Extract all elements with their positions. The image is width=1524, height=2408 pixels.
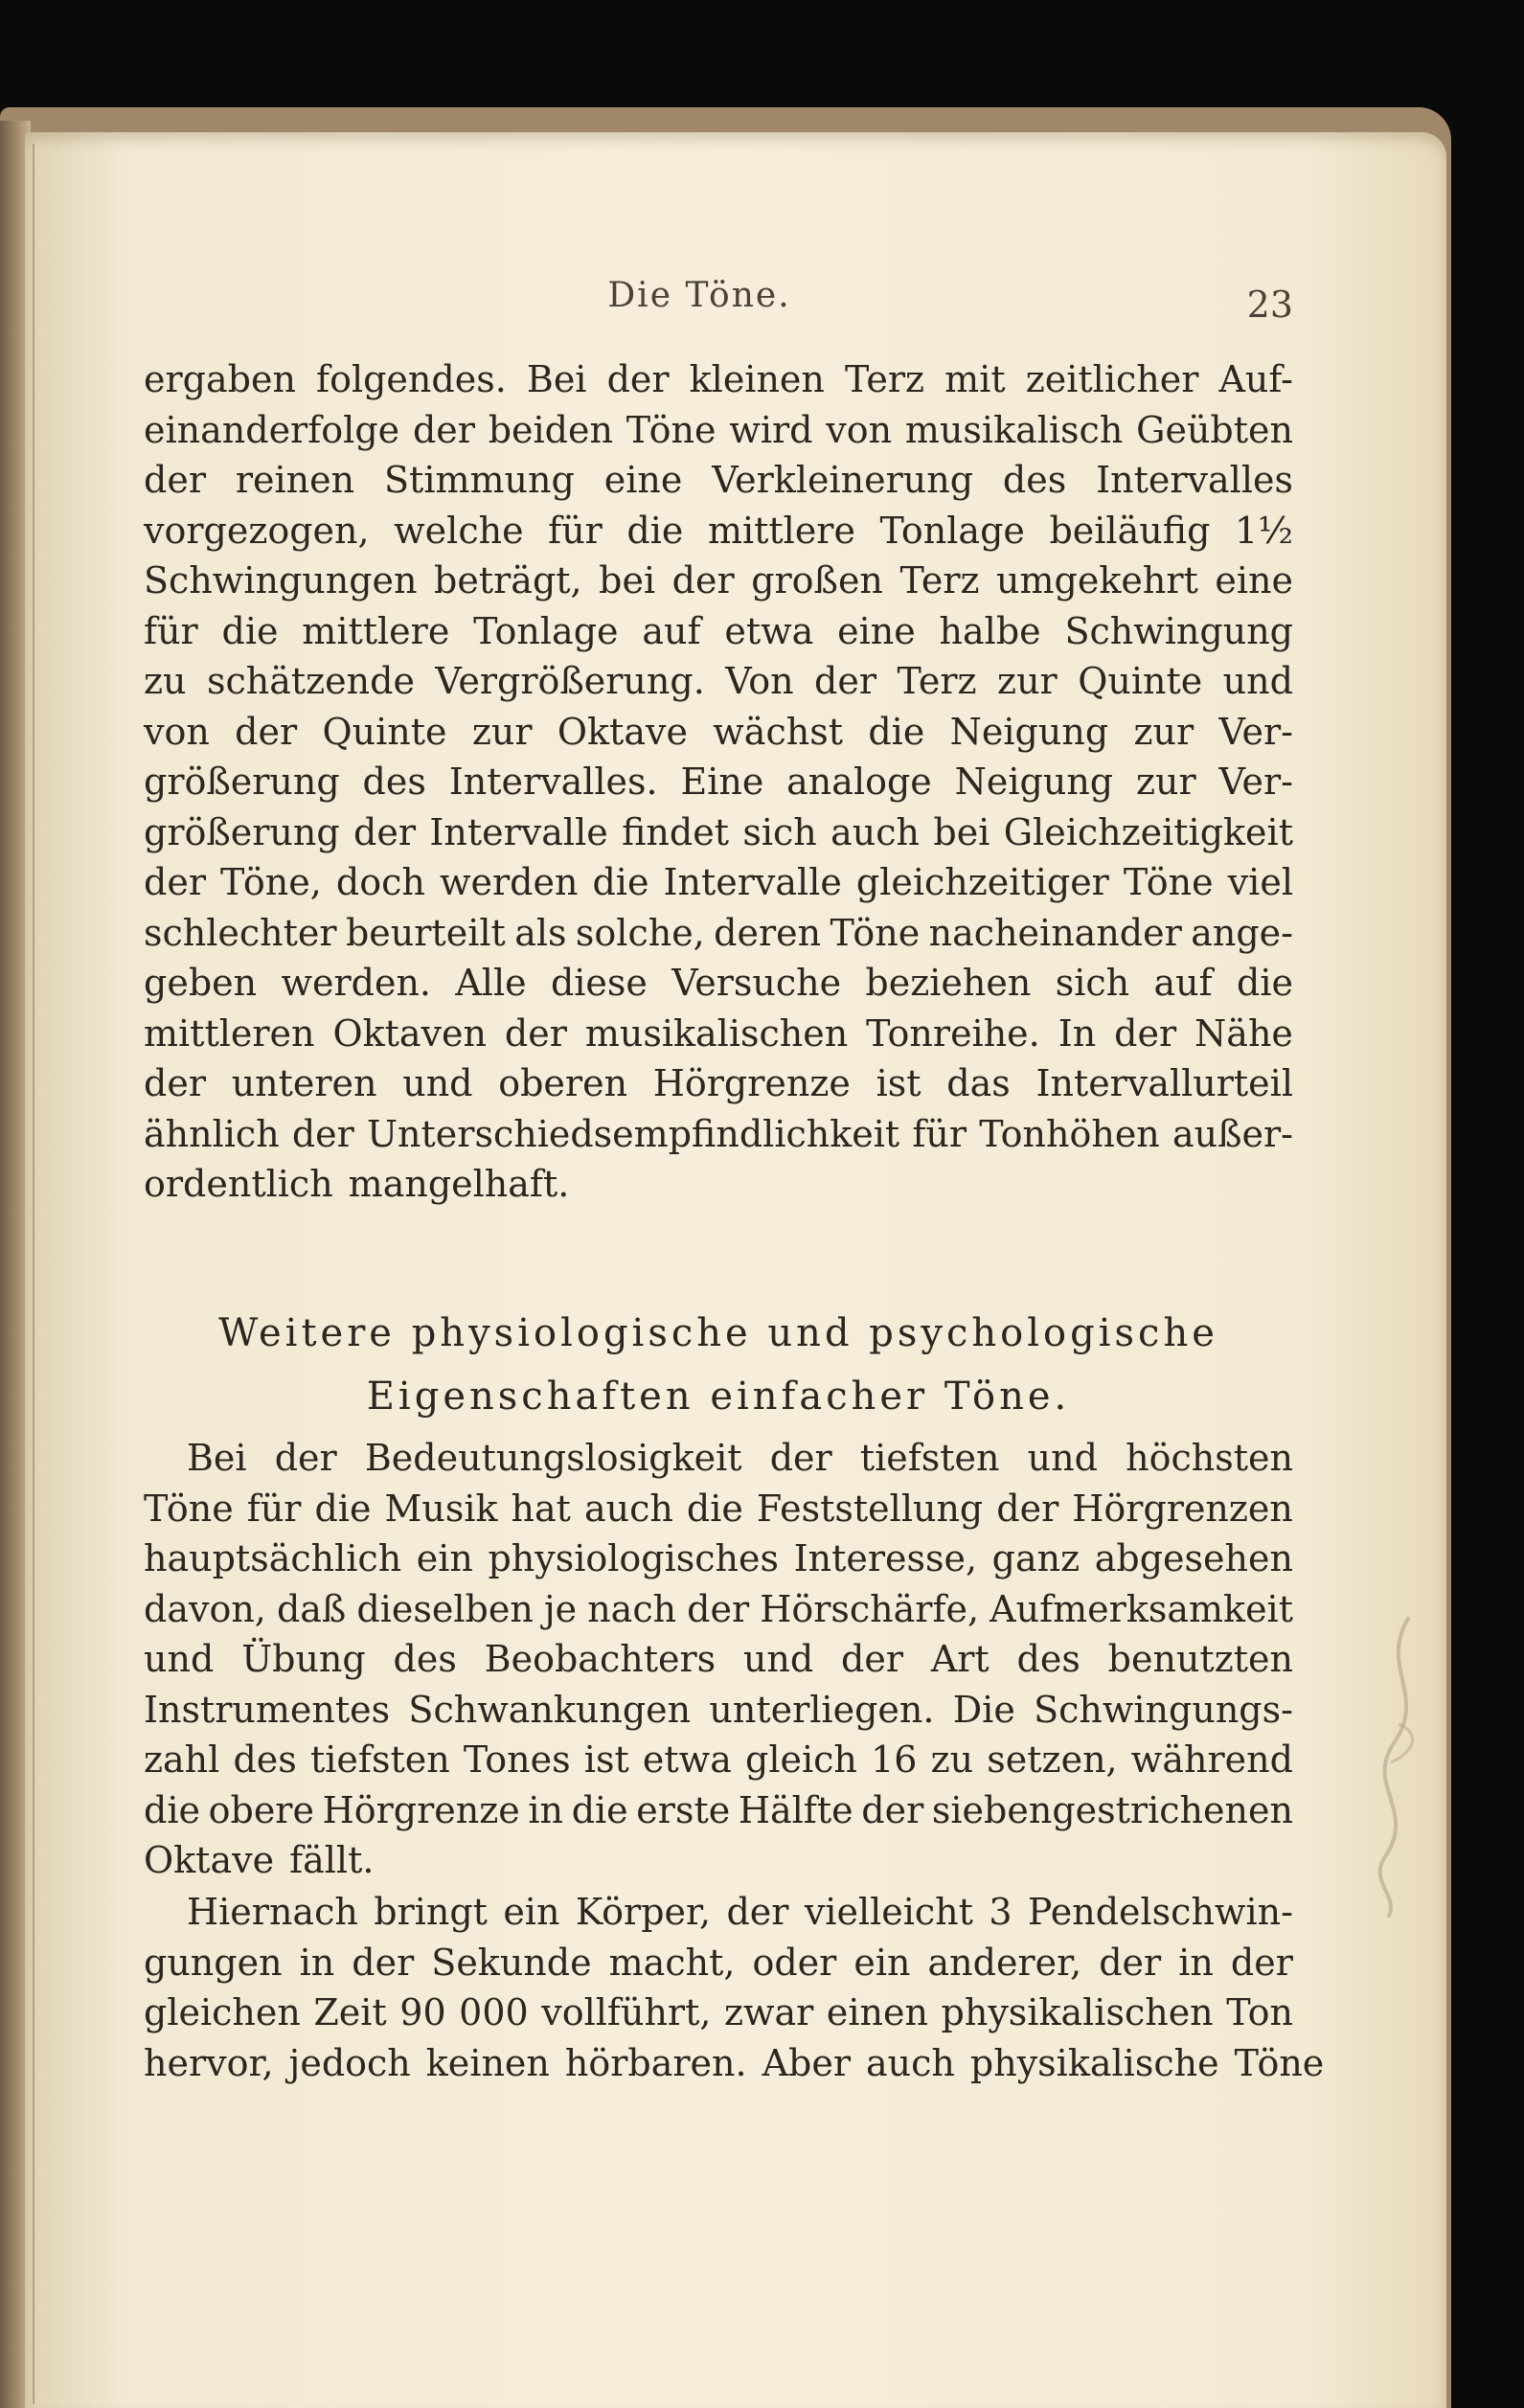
text-line: gleichen Zeit 90 000 vollführt, zwar einen physikalischen Ton [144,1991,1293,2033]
text-line: die obere Hörgrenze in die erste Hälfte der siebengestrichenen [144,1788,1293,1831]
text-line: Töne für die Musik hat auch die Feststellung der Hörgrenzen [144,1487,1293,1530]
text-line: mittleren Oktaven der musikalischen Tonreihe. In der Nähe [144,1011,1293,1055]
text-line: Bei der Bedeutungslosigkeit der tiefsten und höchsten [187,1437,1293,1479]
text-line: hauptsächlich ein physiologisches Interesse, ganz abgesehen [144,1537,1293,1579]
page-gutter [33,144,34,2404]
text-line: größerung der Intervalle findet sich auch bei Gleichzeitigkeit [144,810,1293,853]
text-line: Instrumentes Schwankungen unterliegen. Die Schwingungs- [144,1688,1293,1731]
text-line: Schwingungen beträgt, bei der großen Terz umgekehrt eine [144,559,1293,602]
text-line: gungen in der Sekunde macht, oder ein anderer, der in der [144,1941,1293,1984]
text-line: der Töne, doch werden die Intervalle gleichzeitiger Töne viel [144,861,1293,903]
text-line: Oktave fällt. [144,1839,375,1881]
text-line: der unteren und oberen Hörgrenze ist das Intervallurteil [144,1062,1293,1104]
text-line: Hiernach bringt ein Körper, der vielleicht 3 Pendelschwin- [187,1891,1293,1933]
text-line: zahl des tiefsten Tones ist etwa gleich 16 zu setzen, während [144,1738,1293,1781]
text-line: geben werden. Alle diese Versuche beziehen sich auf die [144,962,1293,1004]
text-line: einanderfolge der beiden Töne wird von musikalisch Geübten [144,408,1293,451]
text-line: ähnlich der Unterschiedsempfindlichkeit für Tonhöhen außer- [144,1112,1293,1155]
section-heading-line-1: Weitere physiologische und psychologische [218,1311,1218,1355]
pencil-annotation [1341,1609,1446,1925]
text-line: ergaben folgendes. Bei der kleinen Terz mit zeitlicher Auf- [144,358,1293,400]
text-line: davon, daß dieselben je nach der Hörschärfe, Aufmerksamkeit [144,1587,1293,1630]
text-line: und Übung des Beobachters und der Art des benutzten [144,1638,1293,1680]
page-number: 23 [1246,284,1293,326]
text-line: hervor, jedoch keinen hörbaren. Aber auch physikalische Töne [144,2041,1325,2084]
text-line: der reinen Stimmung eine Verkleinerung des Intervalles [144,459,1293,501]
running-title: Die Töne. [607,276,791,315]
text-line: zu schätzende Vergrößerung. Von der Terz zur Quinte und [144,660,1293,702]
section-heading-line-2: Eigenschaften einfacher Töne. [366,1374,1071,1419]
text-line: für die mittlere Tonlage auf etwa eine halbe Schwingung [144,609,1293,652]
text-line: größerung des Intervalles. Eine analoge Neigung zur Ver- [144,761,1293,803]
text-line: schlechter beurteilt als solche, deren Töne nacheinander ange- [144,911,1293,954]
text-line: von der Quinte zur Oktave wächst die Neigung zur Ver- [144,710,1293,753]
text-line: vorgezogen, welche für die mittlere Tonlage beiläufig 1½ [144,509,1293,552]
text-line: ordentlich mangelhaft. [144,1163,570,1205]
